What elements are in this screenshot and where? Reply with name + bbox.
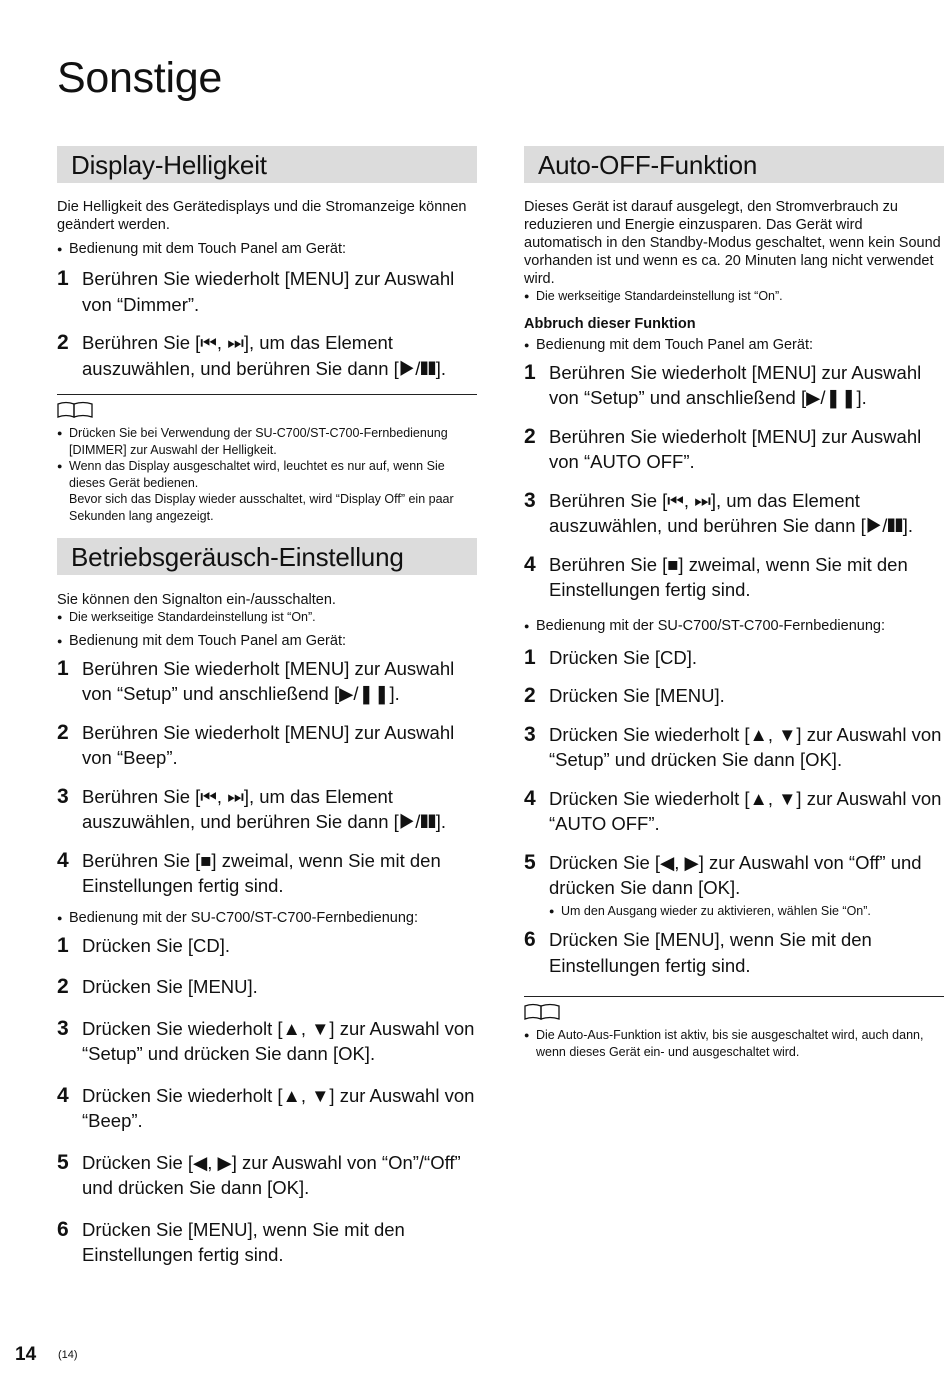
beep-remote-step-6 [57,1217,477,1268]
step-text: Berühren Sie wiederholt [MENU] zur Auswahl von “Setup” und anschließend [▶/❚❚]. [549,361,922,408]
book-note-icon [524,1003,560,1021]
step-number: 5 [57,1150,69,1174]
step-number: 6 [524,928,536,951]
display-step-2 [57,330,477,381]
step-number: 3 [57,1016,69,1040]
step-number: 2 [524,424,536,448]
step-text: Drücken Sie wiederholt [▲, ▼] zur Auswahl von “AUTO OFF”. [549,787,942,834]
auto-off-remote-bullet: ● Bedienung mit der SU-C700/ST-C700-Fernbedienung: [524,617,944,635]
note-divider [57,394,477,395]
step-number: 5 [524,850,536,874]
step-number: 4 [524,552,536,576]
auto-off-touch-step-3 [524,488,944,539]
step-text: Drücken Sie wiederholt [▲, ▼] zur Auswahl von “Setup” und drücken Sie dann [OK]. [549,723,942,770]
step-text: Berühren Sie wiederholt [MENU] zur Auswahl von “Setup” und anschließend [▶/❚❚]. [82,657,455,704]
step-number: 2 [57,720,69,744]
step-text: Drücken Sie [MENU], wenn Sie mit den Einstellungen fertig sind. [549,929,872,976]
step-number: 1 [524,360,536,384]
step-number: 1 [57,656,69,680]
step-number: 2 [524,684,536,707]
step-number: 2 [57,975,69,998]
display-note-2: ● Wenn das Display ausgeschaltet wird, leuchtet es nur auf, wenn Sie dieses Gerät bedienen. [57,458,477,491]
step-number: 4 [524,786,536,810]
step-number: 6 [57,1217,69,1241]
auto-off-default-note: ● Die werkseitige Standardeinstellung ist “On”. [524,288,944,305]
beep-remote-step-3 [57,1016,477,1067]
display-step-1 [57,266,477,317]
page-number: 14 [15,1344,37,1365]
display-note-3: Bevor sich das Display wieder ausschaltet, wird “Display Off” ein paar Sekunden lang angezeigt. [69,492,454,523]
step-text: Berühren Sie [⏮, ⏭], um das Element auszuwählen, und berühren Sie dann [▶/❚❚]. [549,489,914,536]
beep-remote-step-2 [57,974,477,1000]
step-number: 1 [57,933,69,957]
step-text: Berühren Sie wiederholt [MENU] zur Auswahl von “Dimmer”. [82,268,455,315]
beep-touch-step-2 [57,720,477,771]
cancel-function-heading: Abbruch dieser Funktion [524,315,696,332]
step-number: 3 [524,722,536,746]
step-text: Drücken Sie [MENU]. [82,976,258,997]
step-text: Drücken Sie wiederholt [▲, ▼] zur Auswahl von “Beep”. [82,1084,475,1131]
step-number: 4 [57,1083,69,1107]
step-number: 2 [57,331,69,354]
beep-default-note: ● Die werkseitige Standardeinstellung ist “On”. [57,609,477,626]
section-heading-auto-off: Auto-OFF-Funktion [524,146,944,183]
auto-off-touch-step-2 [524,424,944,475]
step-text: Drücken Sie [◀, ▶] zur Auswahl von “Off” und drücken Sie dann [OK]. [549,851,922,898]
step-number: 3 [524,488,536,512]
step-text: Berühren Sie wiederholt [MENU] zur Auswahl von “AUTO OFF”. [549,425,922,472]
auto-off-touch-bullet: ● Bedienung mit dem Touch Panel am Gerät: [524,336,944,354]
auto-off-remote-step-5 [524,850,944,901]
auto-off-note: ● Die Auto-Aus-Funktion ist aktiv, bis sie ausgeschaltet wird, auch dann, wenn dieses Gerät ein- und ausgeschaltet wird. [524,1027,944,1060]
auto-off-remote-step-2 [524,683,944,709]
auto-off-remote-step-1 [524,645,944,671]
step-text: Berühren Sie [⏮, ⏭], um das Element auszuwählen, und berühren Sie dann [▶/❚❚]. [82,332,447,379]
step-text: Berühren Sie [⏮, ⏭], um das Element auszuwählen, und berühren Sie dann [▶/❚❚]. [82,785,447,832]
step-number: 3 [57,784,69,808]
auto-off-remote-step-6 [524,927,944,978]
page-number-sub: (14) [58,1349,78,1361]
auto-off-step5-note: ● Um den Ausgang wieder zu aktivieren, wählen Sie “On”. [549,903,944,920]
auto-off-remote-step-4 [524,786,944,837]
book-note-icon [57,401,93,419]
beep-remote-bullet: ● Bedienung mit der SU-C700/ST-C700-Fernbedienung: [57,909,477,927]
step-number: 1 [524,645,536,669]
step-text: Drücken Sie [◀, ▶] zur Auswahl von “On”/“Off” und drücken Sie dann [OK]. [82,1151,461,1198]
step-text: Berühren Sie [■] zweimal, wenn Sie mit den Einstellungen fertig sind. [82,849,441,896]
display-note-1: ● Drücken Sie bei Verwendung der SU-C700/ST-C700-Fernbedienung [DIMMER] zur Auswahl der Helligkeit. [57,425,477,458]
beep-remote-step-4 [57,1083,477,1134]
display-intro: Die Helligkeit des Gerätedisplays und die Stromanzeige können geändert werden. [57,199,467,233]
auto-off-touch-step-1 [524,360,944,411]
step-text: Drücken Sie [CD]. [82,934,231,956]
section-heading-display-brightness: Display-Helligkeit [57,146,477,183]
right-column [524,146,944,1060]
section-heading-beep: Betriebsgeräusch-Einstellung [57,538,477,575]
auto-off-remote-step-3 [524,722,944,773]
beep-touch-bullet: ● Bedienung mit dem Touch Panel am Gerät: [57,632,477,650]
step-text: Drücken Sie wiederholt [▲, ▼] zur Auswahl von “Setup” und drücken Sie dann [OK]. [82,1017,475,1064]
page-title: Sonstige [57,54,222,102]
beep-remote-step-1 [57,933,477,959]
beep-touch-step-3 [57,784,477,835]
step-text: Drücken Sie [MENU]. [549,685,725,706]
beep-intro: Sie können den Signalton ein-/ausschalten. [57,592,336,608]
left-column [57,146,477,1268]
auto-off-intro: Dieses Gerät ist darauf ausgelegt, den Stromverbrauch zu reduzieren und Energie einzusparen. Das Gerät wird automatisch in den Standby-Modus geschaltet, wenn kein Sound vorhanden ist und wenn es ca. 20 Minuten lang nicht verwendet wird. [524,199,941,287]
step-text: Drücken Sie [CD]. [549,646,698,668]
beep-touch-step-1 [57,656,477,707]
beep-remote-step-5 [57,1150,477,1201]
auto-off-touch-step-4 [524,552,944,603]
step-text: Drücken Sie [MENU], wenn Sie mit den Einstellungen fertig sind. [82,1218,405,1265]
step-number: 4 [57,848,69,872]
step-text: Berühren Sie [■] zweimal, wenn Sie mit den Einstellungen fertig sind. [549,553,908,600]
beep-touch-step-4 [57,848,477,899]
note-divider [524,996,944,997]
step-number: 1 [57,267,69,290]
display-touch-bullet: ● Bedienung mit dem Touch Panel am Gerät: [57,240,477,258]
step-text: Berühren Sie wiederholt [MENU] zur Auswahl von “Beep”. [82,721,455,768]
